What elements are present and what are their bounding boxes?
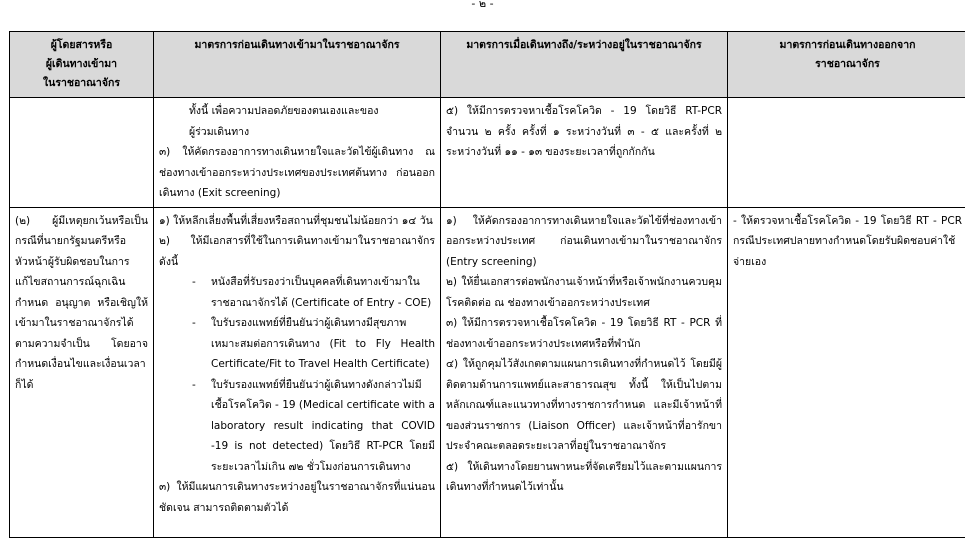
table-row bbox=[10, 207, 965, 537]
measures-table bbox=[9, 31, 965, 538]
entry-screening-item: ๑) ให้คัดกรองอาการทางเดินหายใจและวัดไข้ที่ช่องทางเข้าออกระหว่างประเทศ ก่อนเดินทางเข้ามาในราชอาณาจักร (Entry screening) bbox=[446, 214, 722, 268]
header-passenger bbox=[10, 32, 154, 98]
departure-test-item: - ให้ตรวจหาเชื้อโรคโควิด - 19 โดยวิธี RT - PCR กรณีประเทศปลายทางกำหนดโดยรับผิดชอบค่าใช้จ่ายเอง bbox=[733, 214, 962, 268]
travel-plan-item: ๓) ให้มีแผนการเดินทางระหว่างอยู่ในราชอาณาจักรที่แน่นอนชัดเจน สามารถติดตามตัวได้ bbox=[159, 481, 435, 514]
document-covid-test: - ใบรับรองแพทย์ที่ยืนยันว่าผู้เดินทางดังกล่าวไม่มีเชื้อโรคโควิด - 19 (Medical certificate with a laboratory result indicating that COVID -19 is not detected) โดยวิธี RT-PCR โดยมีระยะเวลาไม่เกิน ๗๒ ชั่วโมงก่อนการเดินทาง bbox=[159, 375, 435, 478]
safety-note: ทั้งนี้ เพื่อความปลอดภัยของตนเองและของ bbox=[189, 105, 379, 117]
covid-test-item: ๓) ให้มีการตรวจหาเชื้อโรคโควิด - 19 โดยวิธี RT - PCR ที่ช่องทางเข้าออกระหว่างประเทศหรือที่พำนัก bbox=[446, 317, 722, 350]
avoid-risk-item: ๑) ให้หลีกเลี่ยงพื้นที่เสี่ยงหรือสถานที่ชุมชนไม่น้อยกว่า ๑๔ วัน bbox=[159, 214, 433, 227]
table-row bbox=[10, 98, 965, 208]
row1-before-departure-cell bbox=[728, 98, 965, 208]
page-number: - ๒ - bbox=[471, 0, 494, 10]
header-line: ผู้เดินทางเข้ามา bbox=[45, 58, 118, 70]
header-line: ผู้โดยสารหรือ bbox=[50, 39, 113, 51]
row2-before-entry-cell bbox=[154, 207, 441, 537]
row1-passenger-cell bbox=[10, 98, 154, 208]
row2-on-arrival-cell bbox=[441, 207, 728, 537]
document-fit-to-fly: - ใบรับรองแพทย์ที่ยืนยันว่าผู้เดินทางมีสุขภาพเหมาะสมต่อการเดินทาง (Fit to Fly Health Certificate/Fit to Travel Health Certificate) bbox=[159, 313, 435, 375]
header-before-entry: มาตรการก่อนเดินทางเข้ามาในราชอาณาจักร bbox=[154, 32, 441, 98]
header-before-departure bbox=[728, 32, 965, 98]
documents-item: ๒) ให้มีเอกสารที่ใช้ในการเดินทางเข้ามาในราชอาณาจักรดังนี้ bbox=[159, 235, 435, 268]
row1-on-arrival-cell bbox=[441, 98, 728, 208]
row1-before-entry-cell bbox=[154, 98, 441, 208]
header-on-arrival: มาตรการเมื่อเดินทางถึง/ระหว่างอยู่ในราชอาณาจักร bbox=[441, 32, 728, 98]
vehicle-item: ๕) ให้เดินทางโดยยานพาหนะที่จัดเตรียมไว้และตามแผนการเดินทางที่กำหนดไว้เท่านั้น bbox=[446, 460, 722, 493]
table-header-row bbox=[10, 32, 965, 98]
rt-pcr-item: ๕) ให้มีการตรวจหาเชื้อโรคโควิด - 19 โดยวิธี RT-PCR จำนวน ๒ ครั้ง ครั้งที่ ๑ ระหว่างวันที่ ๓ - ๕ และครั้งที่ ๒ ระหว่างวันที่ ๑๑ - ๑๓ ของระยะเวลาที่ถูกกักกัน bbox=[446, 105, 722, 158]
header-line: ราชอาณาจักร bbox=[815, 58, 880, 70]
header-line: มาตรการก่อนเดินทางออกจาก bbox=[779, 39, 916, 51]
document-coe: - หนังสือที่รับรองว่าเป็นบุคคลที่เดินทางเข้ามาในราชอาณาจักรได้ (Certificate of Entry - COE) bbox=[159, 272, 435, 313]
row2-passenger-cell bbox=[10, 207, 154, 537]
exempt-passenger-text: (๒) ผู้มีเหตุยกเว้นหรือเป็นกรณีที่นายกรัฐมนตรีหรือหัวหน้าผู้รับผิดชอบในการแก้ไขสถานการณ์ฉุกเฉินกำหนด อนุญาต หรือเชิญให้เข้ามาในราชอาณาจักรได้ตามความจำเป็น โดยอาจกำหนดเงื่อนไขและเงื่อนเวลาก็ได้ bbox=[15, 214, 148, 391]
submit-documents-item: ๒) ให้ยื่นเอกสารต่อพนักงานเจ้าหน้าที่หรือเจ้าพนักงานควบคุมโรคติดต่อ ณ ช่องทางเข้าออกระหว่างประเทศ bbox=[446, 276, 722, 309]
exit-screening-item: ๓) ให้คัดกรองอาการทางเดินหายใจและวัดไข้ผู้เดินทาง ณ ช่องทางเข้าออกระหว่างประเทศของประเทศต้นทาง ก่อนออกเดินทาง (Exit screening) bbox=[159, 146, 435, 199]
safety-note-cont: ผู้ร่วมเดินทาง bbox=[189, 125, 250, 138]
row2-before-departure-cell bbox=[728, 207, 965, 537]
header-line: ในราชอาณาจักร bbox=[43, 77, 120, 89]
observation-item: ๔) ให้ถูกคุมไว้สังเกตตามแผนการเดินทางที่กำหนดไว้ โดยมีผู้ติดตามด้านการแพทย์และสาธารณสุข ทั้งนี้ ให้เป็นไปตามหลักเกณฑ์และแนวทางที่ทางราชการกำหนด และมีเจ้าหน้าที่ของส่วนราชการ (Liaison Officer) และเจ้าหน้าที่อารักขาประจำคณะตลอดระยะเวลาที่อยู่ในราชอาณาจักร bbox=[446, 358, 722, 452]
